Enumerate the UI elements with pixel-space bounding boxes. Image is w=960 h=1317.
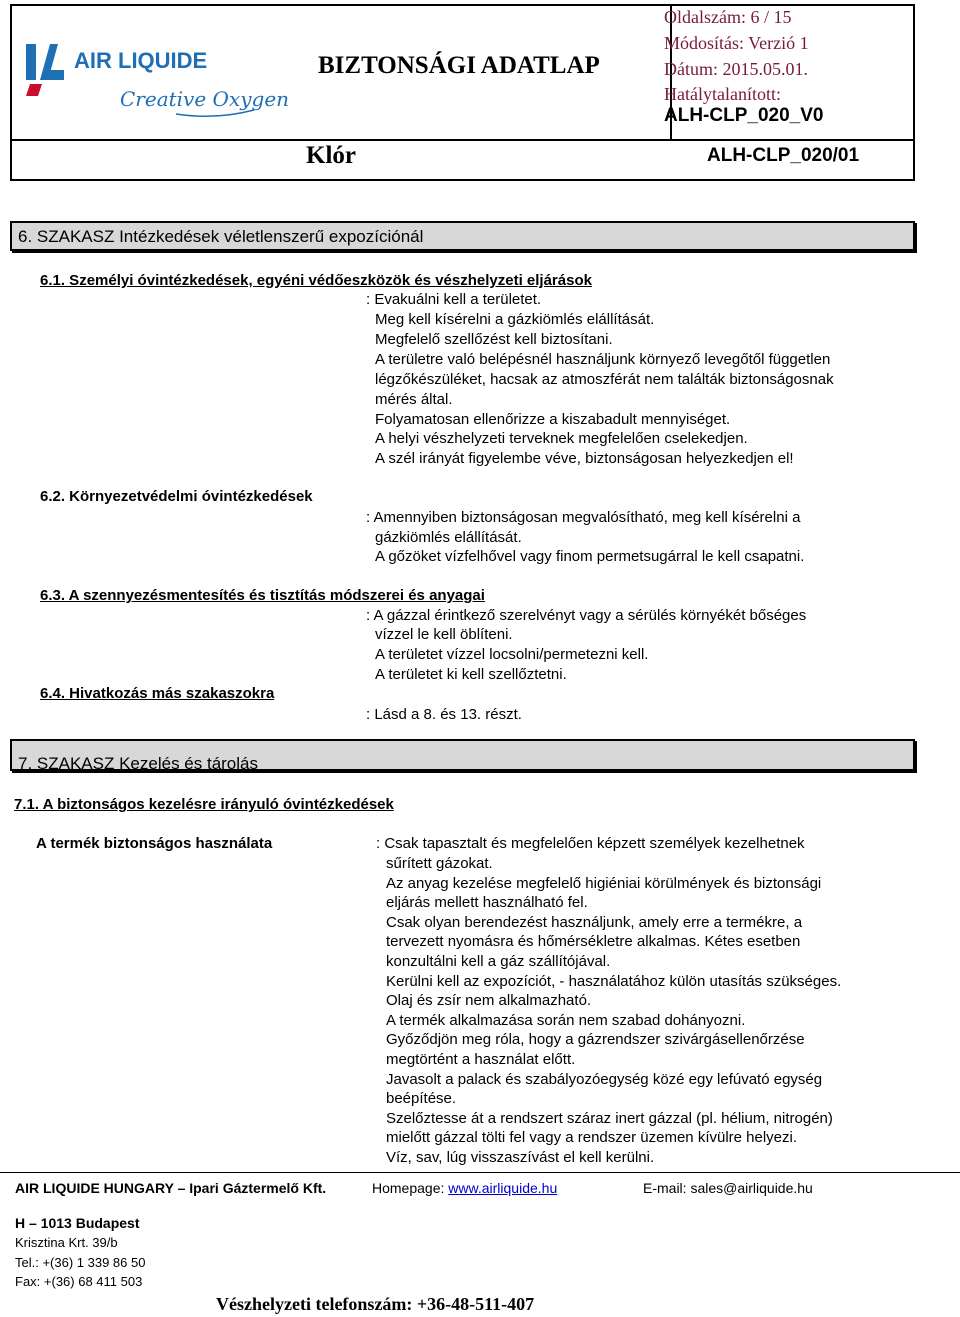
text-line: Az anyag kezelése megfelelő higiéniai körülmények és biztonsági	[386, 875, 822, 892]
footer-fax: Fax: +(36) 68 411 503	[15, 1274, 143, 1289]
text-line: Folyamatosan ellenőrizze a kiszabadult mennyiséget.	[375, 411, 731, 428]
subsection-6-4-title: 6.4. Hivatkozás más szakaszokra	[40, 685, 275, 702]
header-divider-horizontal	[12, 139, 913, 141]
text-line: sűrített gázokat.	[386, 855, 493, 872]
text-line: A gőzöket vízfelhővel vagy finom permetsugárral le kell csapatni.	[375, 548, 805, 565]
text-line: A területre való belépésnél használjunk környező levegőtől független	[375, 351, 831, 368]
text-line: : Evakuálni kell a területet.	[366, 291, 542, 308]
issue-date: Dátum: 2015.05.01.	[664, 59, 808, 79]
section-7-label: 7. SZAKASZ Kezelés és tárolás	[18, 754, 258, 773]
logo-tagline-text: Creative Oxygen	[120, 87, 290, 111]
text-line: Szelőztesse át a rendszert száraz inert gázzal (pl. hélium, nitrogén)	[386, 1110, 833, 1127]
text-line: A szél irányát figyelembe véve, biztonságosan helyezkedjen el!	[375, 450, 794, 467]
text-line: Csak olyan berendezést használjunk, amely erre a termékre, a	[386, 914, 803, 931]
text-line: tervezett nyomásra és hőmérsékletre alkalmas. Kétes esetben	[386, 933, 801, 950]
air-liquide-logo	[26, 34, 290, 124]
text-line: A területet ki kell szellőztetni.	[375, 666, 567, 683]
text-line: eljárás mellett használható fel.	[386, 894, 588, 911]
subsection-6-4-body: : Lásd a 8. és 13. részt.	[366, 706, 522, 723]
text-line: Meg kell kísérelni a gázkiömlés elállítását.	[375, 311, 655, 328]
section-7-title	[10, 739, 915, 771]
product-name: Klór	[306, 142, 356, 169]
text-line: megtörtént a használat előtt.	[386, 1051, 576, 1068]
text-line: beépítése.	[386, 1090, 457, 1107]
text-line: : A gázzal érintkező szerelvényt vagy a sérülés környékét bőséges	[366, 607, 807, 624]
text-line: Javasolt a palack és szabályozóegység közé egy lefúvató egység	[386, 1071, 823, 1088]
text-line: A termék alkalmazása során nem szabad dohányozni.	[386, 1012, 746, 1029]
document-code: ALH-CLP_020/01	[707, 145, 860, 166]
subsection-6-3-title: 6.3. A szennyezésmentesítés és tisztítás módszerei és anyagai	[40, 587, 485, 604]
text-line: A területet vízzel locsolni/permetezni kell.	[375, 646, 649, 663]
document-title: BIZTONSÁGI ADATLAP	[318, 52, 600, 79]
text-line: Olaj és zsír nem alkalmazható.	[386, 992, 592, 1009]
safe-use-label: A termék biztonságos használata	[36, 835, 273, 852]
revision: Módosítás: Verzió 1	[664, 33, 809, 53]
footer-email: E-mail: sales@airliquide.hu	[643, 1180, 813, 1196]
footer-emergency-phone: Vészhelyzeti telefonszám: +36-48-511-407	[216, 1294, 535, 1314]
subsection-6-2-label: 6.2. Környezetvédelmi óvintézkedések	[40, 488, 313, 505]
homepage-label: Homepage:	[372, 1180, 445, 1196]
page-number: Oldalszám: 6 / 15	[664, 7, 792, 27]
text-line: gázkiömlés elállítását.	[375, 529, 522, 546]
superseded-label: Hatálytalanított:	[664, 84, 781, 104]
superseded-code: ALH-CLP_020_V0	[664, 105, 824, 126]
text-line: : Csak tapasztalt és megfelelően képzett személyek kezelhetnek	[376, 835, 805, 852]
footer-company: AIR LIQUIDE HUNGARY – Ipari Gáztermelő Kft.	[15, 1180, 327, 1196]
text-line: mérés által.	[375, 391, 453, 408]
text-line: Győződjön meg róla, hogy a gázrendszer szivárgásellenőrzése	[386, 1031, 805, 1048]
logo-mark-icon	[26, 44, 64, 96]
logo-brand-text: AIR LIQUIDE	[74, 48, 208, 73]
footer-city: H – 1013 Budapest	[15, 1215, 140, 1231]
subsection-6-1-title: 6.1. Személyi óvintézkedések, egyéni védőeszközök és vészhelyzeti eljárások	[40, 272, 592, 289]
text-line: Megfelelő szellőzést kell biztosítani.	[375, 331, 613, 348]
footer-homepage	[372, 1180, 557, 1196]
text-line: vízzel le kell öblíteni.	[375, 626, 513, 643]
text-line: mielőtt gázzal tölti fel vagy a rendszer üzemen kívülre helyezi.	[386, 1129, 798, 1146]
footer-tel: Tel.: +(36) 1 339 86 50	[15, 1255, 146, 1270]
text-line: : Amennyiben biztonságosan megvalósítható, meg kell kísérelni a	[366, 509, 801, 526]
text-line: Kerülni kell az expozíciót, - használatához külön utasítás szükséges.	[386, 973, 842, 990]
homepage-link[interactable]: www.airliquide.hu	[448, 1180, 558, 1196]
text-line: légzőkészüléket, hacsak az atmoszférát nem találták biztonságosnak	[375, 371, 834, 388]
subsection-7-1-title: 7.1. A biztonságos kezelésre irányuló óvintézkedések	[14, 796, 394, 813]
text-line: konzultálni kell a gáz szállítójával.	[386, 953, 611, 970]
subsection-6-2-title	[40, 488, 313, 505]
text-line: Víz, sav, lúg visszaszívást el kell kerülni.	[386, 1149, 655, 1166]
footer-street: Krisztina Krt. 39/b	[15, 1235, 118, 1250]
footer-divider	[0, 1172, 960, 1173]
section-6-title: 6. SZAKASZ Intézkedések véletlenszerű expozíciónál	[10, 221, 915, 251]
text-line: A helyi vészhelyzeti terveknek megfelelően cselekedjen.	[375, 430, 748, 447]
